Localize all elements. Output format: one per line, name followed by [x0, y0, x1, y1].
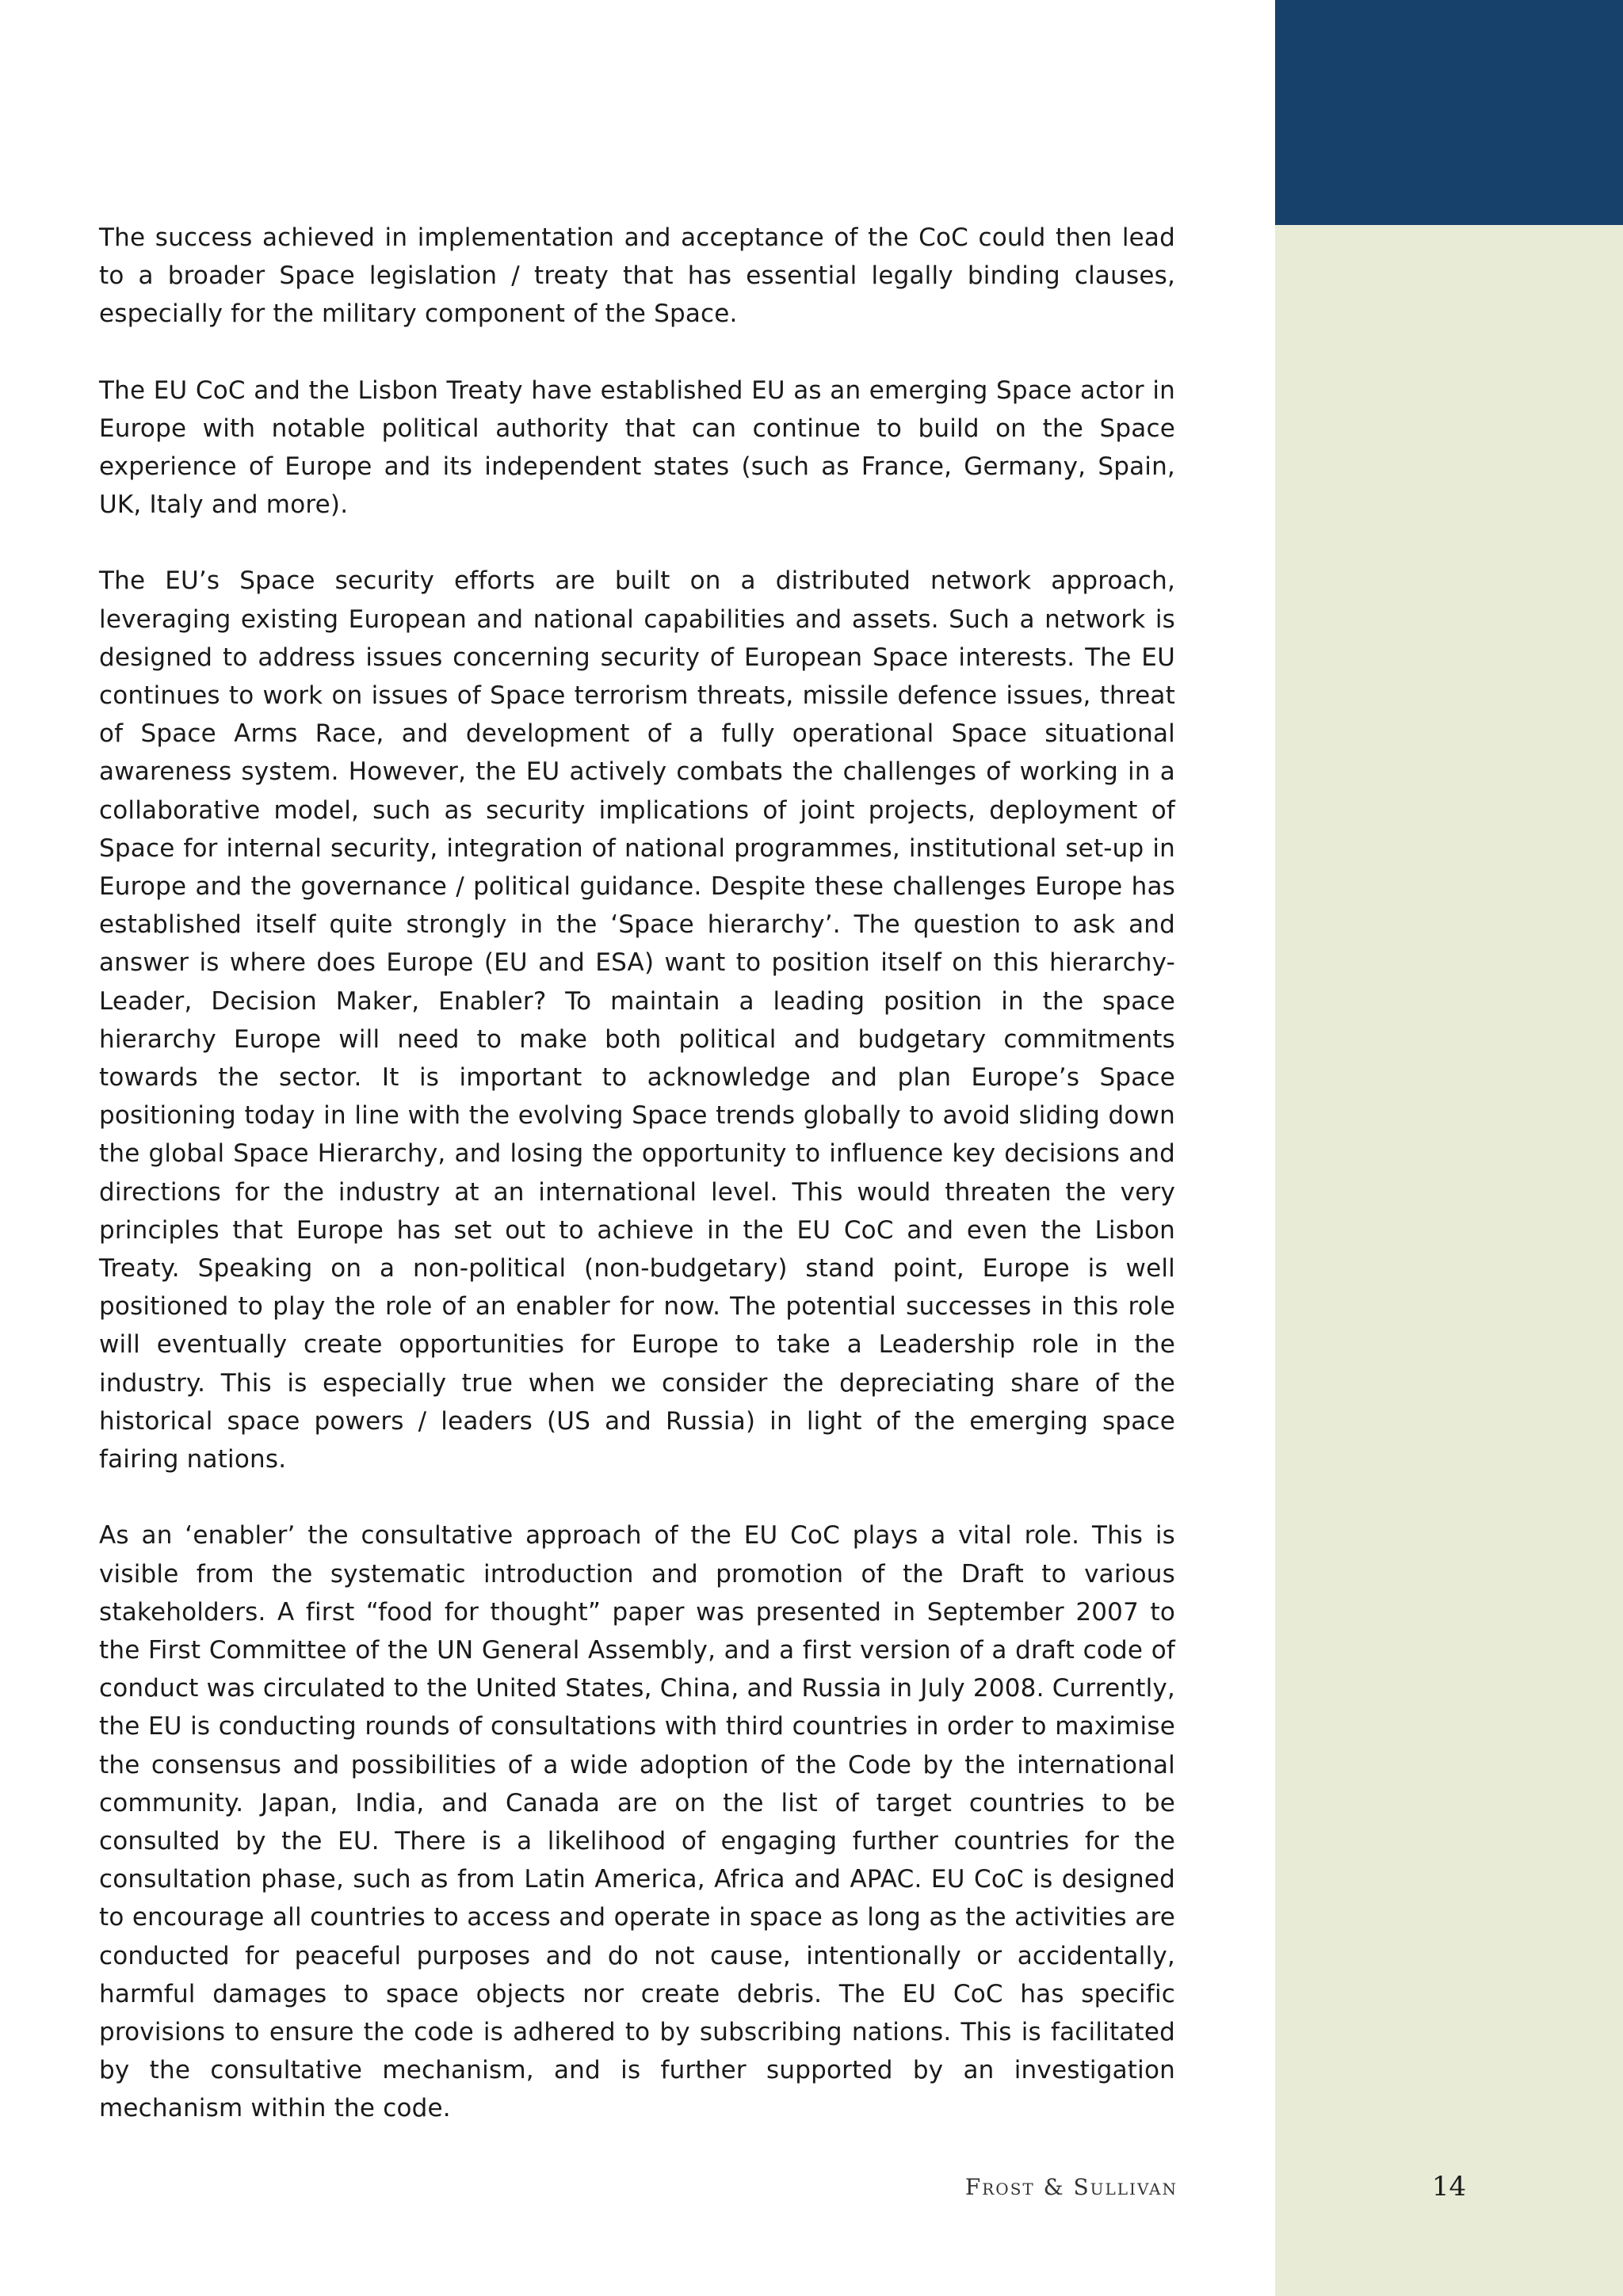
header-color-block: [1275, 0, 1623, 225]
paragraph: The EU CoC and the Lisbon Treaty have established EU as an emerging Space actor in Europe with notable political authority that can continue to build on the Space experience of Europe and its independent states (such as France, Germany, Spain, UK, Italy and more).: [99, 376, 1175, 520]
footer-brand: Frost & Sullivan: [964, 2174, 1178, 2200]
page-number: 14: [1431, 2171, 1467, 2203]
sidebar-band: [1275, 0, 1623, 2296]
paragraph: As an ‘enabler’ the consultative approach of the EU CoC plays a vital role. This is visible from the systematic introduction and promotion of the Draft to various stakeholders. A first “food for thought” paper was presented in September 2007 to the First Committee of the UN General Assembly, and a first version of a draft code of conduct was circulated to the United States, China, and Russia in July 2008. Currently, the EU is conducting rounds of consultations with third countries in order to maximise the consensus and possibilities of a wide adoption of the Code by the international community. Japan, India, and Canada are on the list of target countries to be consulted by the EU. There is a likelihood of engaging further countries for the consultation phase, such as from Latin America, Africa and APAC. EU CoC is designed to encourage all countries to access and operate in space as long as the activities are conducted for peaceful purposes and do not cause, intentionally or accidentally, harmful damages to space objects nor create debris. The EU CoC has specific provisions to ensure the code is adhered to by subscribing nations. This is facilitated by the consultative mechanism, and is further supported by an investigation mechanism within the code.: [99, 1521, 1175, 2123]
body-text: [99, 219, 1175, 2166]
paragraph: The success achieved in implementation and acceptance of the CoC could then lead to a broader Space legislation / treaty that has essential legally binding clauses, especially for the military component of the Space.: [99, 223, 1175, 329]
paragraph: The EU’s Space security efforts are built on a distributed network approach, leveraging existing European and national capabilities and assets. Such a network is designed to address issues concerning security of European Space interests. The EU continues to work on issues of Space terrorism threats, missile defence issues, threat of Space Arms Race, and development of a fully operational Space situational awareness system. However, the EU actively combats the challenges of working in a collaborative model, such as security implications of joint projects, deployment of Space for internal security, integration of national programmes, institutional set-up in Europe and the governance / political guidance. Despite these challenges Europe has established itself quite strongly in the ‘Space hierarchy’. The question to ask and answer is where does Europe (EU and ESA) want to position itself on this hierarchy- Leader, Decision Maker, Enabler? To maintain a leading position in the space hierarchy Europe will need to make both political and budgetary commitments towards the sector. It is important to acknowledge and plan Europe’s Space positioning today in line with the evolving Space trends globally to avoid sliding down the global Space Hierarchy, and losing the opportunity to influence key decisions and directions for the industry at an international level. This would threaten the very principles that Europe has set out to achieve in the EU CoC and even the Lisbon Treaty. Speaking on a non-political (non-budgetary) stand point, Europe is well positioned to play the role of an enabler for now. The potential successes in this role will eventually create opportunities for Europe to take a Leadership role in the industry. This is especially true when we consider the depreciating share of the historical space powers / leaders (US and Russia) in light of the emerging space fairing nations.: [99, 566, 1175, 1474]
